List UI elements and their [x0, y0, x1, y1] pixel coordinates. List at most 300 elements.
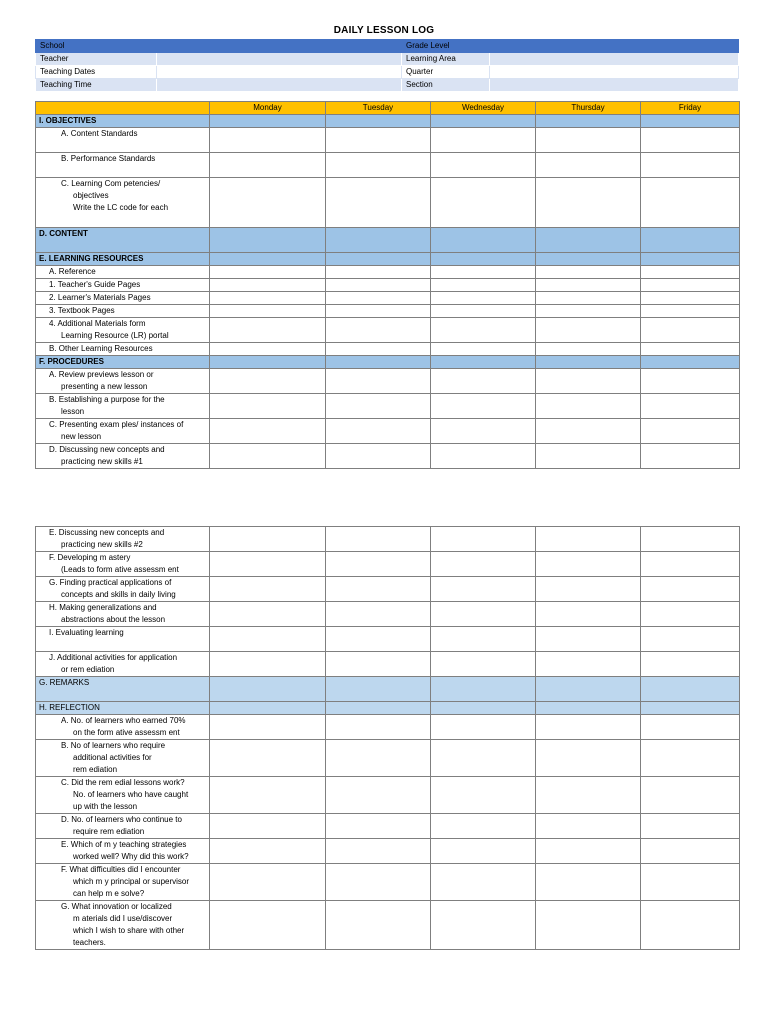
info-value-field[interactable] [157, 79, 402, 92]
log-row [36, 369, 740, 394]
entry-cell-friday[interactable] [641, 279, 740, 292]
row-label-line: F. What difficulties did I encounter [61, 865, 181, 874]
entry-cell-wednesday[interactable] [431, 115, 536, 128]
entry-cell-tuesday[interactable] [326, 652, 431, 677]
day-header-monday: Monday [210, 102, 326, 115]
entry-cell-thursday[interactable] [536, 153, 641, 178]
entry-cell-monday[interactable] [210, 343, 326, 356]
entry-cell-monday[interactable] [210, 715, 326, 740]
row-label-line: E. Discussing new concepts and [49, 528, 165, 537]
entry-cell-wednesday[interactable] [431, 279, 536, 292]
entry-cell-tuesday[interactable] [326, 814, 431, 839]
entry-cell-thursday[interactable] [536, 627, 641, 652]
row-label [36, 394, 210, 419]
log-row [36, 115, 740, 128]
entry-cell-friday[interactable] [641, 253, 740, 266]
entry-cell-friday[interactable] [641, 677, 740, 702]
school-info-table [35, 39, 739, 92]
entry-cell-wednesday[interactable] [431, 652, 536, 677]
row-label-line: presenting a new lesson [61, 382, 148, 391]
log-row [36, 740, 740, 777]
log-row [36, 715, 740, 740]
log-row [36, 444, 740, 469]
day-header-thursday: Thursday [536, 102, 641, 115]
entry-cell-wednesday[interactable] [431, 305, 536, 318]
entry-cell-thursday[interactable] [536, 527, 641, 552]
row-label-line: F. Developing m astery [49, 553, 131, 562]
info-label-left: School [36, 40, 157, 53]
entry-cell-friday[interactable] [641, 318, 740, 343]
row-label-line: No. of learners who have caught [73, 790, 189, 799]
entry-cell-monday[interactable] [210, 602, 326, 627]
info-label-right: Quarter [402, 66, 490, 79]
log-row [36, 552, 740, 577]
entry-cell-wednesday[interactable] [431, 901, 536, 950]
row-label-line: B. No of learners who require [61, 741, 166, 750]
row-label [36, 318, 210, 343]
row-label-line: m aterials did I use/discover [73, 914, 173, 923]
row-label-line: G. REMARKS [39, 678, 90, 687]
row-label-line: D. CONTENT [39, 229, 88, 238]
entry-cell-thursday[interactable] [536, 178, 641, 228]
entry-cell-friday[interactable] [641, 602, 740, 627]
log-row [36, 864, 740, 901]
entry-cell-monday[interactable] [210, 864, 326, 901]
entry-cell-thursday[interactable] [536, 677, 641, 702]
entry-cell-friday[interactable] [641, 292, 740, 305]
info-label-left: Teaching Time [36, 79, 157, 92]
log-row [36, 128, 740, 153]
entry-cell-friday[interactable] [641, 444, 740, 469]
entry-cell-thursday[interactable] [536, 577, 641, 602]
row-label [36, 814, 210, 839]
entry-cell-wednesday[interactable] [431, 702, 536, 715]
row-label [36, 715, 210, 740]
entry-cell-monday[interactable] [210, 128, 326, 153]
row-label [36, 153, 210, 178]
entry-cell-wednesday[interactable] [431, 266, 536, 279]
log-row [36, 305, 740, 318]
info-row [36, 40, 739, 53]
entry-cell-tuesday[interactable] [326, 527, 431, 552]
entry-cell-wednesday[interactable] [431, 740, 536, 777]
entry-cell-tuesday[interactable] [326, 552, 431, 577]
row-label-line: A. Review previews lesson or [49, 370, 154, 379]
log-row [36, 356, 740, 369]
row-label-line: which I wish to share with other [73, 926, 185, 935]
entry-cell-friday[interactable] [641, 777, 740, 814]
entry-cell-thursday[interactable] [536, 266, 641, 279]
info-value-field[interactable] [490, 53, 739, 66]
entry-cell-monday[interactable] [210, 652, 326, 677]
entry-cell-monday[interactable] [210, 228, 326, 253]
row-label-line: 1. Teacher's Guide Pages [49, 280, 141, 289]
row-label-line: I. Evaluating learning [49, 628, 124, 637]
info-label-right: Section [402, 79, 490, 92]
entry-cell-friday[interactable] [641, 901, 740, 950]
row-label-line: G. Finding practical applications of [49, 578, 172, 587]
entry-cell-wednesday[interactable] [431, 369, 536, 394]
row-label-line: practicing new skills #1 [61, 457, 143, 466]
entry-cell-wednesday[interactable] [431, 814, 536, 839]
row-label-line: A. Reference [49, 267, 96, 276]
day-header-friday: Friday [641, 102, 740, 115]
entry-cell-wednesday[interactable] [431, 577, 536, 602]
entry-cell-wednesday[interactable] [431, 715, 536, 740]
entry-cell-tuesday[interactable] [326, 305, 431, 318]
entry-cell-tuesday[interactable] [326, 318, 431, 343]
entry-cell-wednesday[interactable] [431, 343, 536, 356]
row-label-line: on the form ative assessm ent [73, 728, 180, 737]
log-row [36, 266, 740, 279]
entry-cell-friday[interactable] [641, 864, 740, 901]
entry-cell-monday[interactable] [210, 627, 326, 652]
entry-cell-monday[interactable] [210, 394, 326, 419]
entry-cell-thursday[interactable] [536, 552, 641, 577]
row-label [36, 702, 210, 715]
row-label-line: worked well? Why did this work? [73, 852, 189, 861]
entry-cell-wednesday[interactable] [431, 864, 536, 901]
entry-cell-wednesday[interactable] [431, 602, 536, 627]
row-label [36, 178, 210, 228]
entry-cell-friday[interactable] [641, 740, 740, 777]
entry-cell-monday[interactable] [210, 839, 326, 864]
entry-cell-monday[interactable] [210, 577, 326, 602]
entry-cell-tuesday[interactable] [326, 602, 431, 627]
entry-cell-monday[interactable] [210, 901, 326, 950]
entry-cell-friday[interactable] [641, 839, 740, 864]
entry-cell-friday[interactable] [641, 128, 740, 153]
entry-cell-wednesday[interactable] [431, 318, 536, 343]
row-label [36, 305, 210, 318]
entry-cell-tuesday[interactable] [326, 677, 431, 702]
log-row [36, 602, 740, 627]
entry-cell-monday[interactable] [210, 444, 326, 469]
row-label [36, 577, 210, 602]
row-label [36, 128, 210, 153]
row-label-line: E. LEARNING RESOURCES [39, 254, 144, 263]
entry-cell-wednesday[interactable] [431, 839, 536, 864]
entry-cell-thursday[interactable] [536, 305, 641, 318]
entry-cell-wednesday[interactable] [431, 527, 536, 552]
row-label-line: A. No. of learners who earned 70% [61, 716, 186, 725]
entry-cell-friday[interactable] [641, 343, 740, 356]
entry-cell-friday[interactable] [641, 814, 740, 839]
row-label-line: B. Other Learning Resources [49, 344, 153, 353]
entry-cell-thursday[interactable] [536, 652, 641, 677]
entry-cell-tuesday[interactable] [326, 356, 431, 369]
header-blank-cell [36, 102, 210, 115]
log-row [36, 394, 740, 419]
entry-cell-thursday[interactable] [536, 128, 641, 153]
row-label [36, 552, 210, 577]
entry-cell-tuesday[interactable] [326, 292, 431, 305]
entry-cell-tuesday[interactable] [326, 627, 431, 652]
entry-cell-monday[interactable] [210, 253, 326, 266]
lesson-log-table-part1 [35, 101, 740, 469]
entry-cell-tuesday[interactable] [326, 279, 431, 292]
day-header-tuesday: Tuesday [326, 102, 431, 115]
log-row [36, 292, 740, 305]
row-label-line: which m y principal or supervisor [73, 877, 190, 886]
entry-cell-friday[interactable] [641, 527, 740, 552]
row-label [36, 740, 210, 777]
row-label-line: 4. Additional Materials form [49, 319, 146, 328]
row-label-line: or rem ediation [61, 665, 115, 674]
row-label-line: B. Establishing a purpose for the [49, 395, 165, 404]
log-row [36, 577, 740, 602]
entry-cell-monday[interactable] [210, 777, 326, 814]
entry-cell-friday[interactable] [641, 228, 740, 253]
info-value-field[interactable] [157, 40, 402, 53]
log-row [36, 253, 740, 266]
entry-cell-monday[interactable] [210, 527, 326, 552]
entry-cell-monday[interactable] [210, 702, 326, 715]
row-label-line: additional activities for [73, 753, 152, 762]
entry-cell-tuesday[interactable] [326, 839, 431, 864]
entry-cell-tuesday[interactable] [326, 394, 431, 419]
info-row [36, 53, 739, 66]
row-label [36, 266, 210, 279]
entry-cell-thursday[interactable] [536, 702, 641, 715]
entry-cell-friday[interactable] [641, 369, 740, 394]
entry-cell-tuesday[interactable] [326, 266, 431, 279]
row-label [36, 602, 210, 627]
entry-cell-thursday[interactable] [536, 356, 641, 369]
info-row [36, 79, 739, 92]
entry-cell-friday[interactable] [641, 356, 740, 369]
row-label-line: H. REFLECTION [39, 703, 100, 712]
row-label-line: C. Did the rem edial lessons work? [61, 778, 185, 787]
entry-cell-friday[interactable] [641, 627, 740, 652]
row-label-line: A. Content Standards [61, 129, 138, 138]
row-label-line: up with the lesson [73, 802, 138, 811]
entry-cell-wednesday[interactable] [431, 228, 536, 253]
entry-cell-friday[interactable] [641, 305, 740, 318]
entry-cell-thursday[interactable] [536, 602, 641, 627]
entry-cell-friday[interactable] [641, 715, 740, 740]
info-value-field[interactable] [157, 66, 402, 79]
entry-cell-tuesday[interactable] [326, 777, 431, 814]
entry-cell-friday[interactable] [641, 115, 740, 128]
entry-cell-thursday[interactable] [536, 740, 641, 777]
row-label-line: H. Making generalizations and [49, 603, 157, 612]
row-label-line: Learning Resource (LR) portal [61, 331, 169, 340]
log-row [36, 839, 740, 864]
log-row [36, 419, 740, 444]
entry-cell-tuesday[interactable] [326, 343, 431, 356]
entry-cell-tuesday[interactable] [326, 577, 431, 602]
entry-cell-tuesday[interactable] [326, 864, 431, 901]
log-row [36, 178, 740, 228]
entry-cell-tuesday[interactable] [326, 178, 431, 228]
entry-cell-thursday[interactable] [536, 419, 641, 444]
entry-cell-monday[interactable] [210, 419, 326, 444]
row-label-line: practicing new skills #2 [61, 540, 143, 549]
entry-cell-friday[interactable] [641, 266, 740, 279]
entry-cell-thursday[interactable] [536, 715, 641, 740]
entry-cell-monday[interactable] [210, 677, 326, 702]
entry-cell-monday[interactable] [210, 279, 326, 292]
row-label-line: F. PROCEDURES [39, 357, 104, 366]
entry-cell-thursday[interactable] [536, 318, 641, 343]
entry-cell-wednesday[interactable] [431, 627, 536, 652]
entry-cell-tuesday[interactable] [326, 253, 431, 266]
entry-cell-wednesday[interactable] [431, 128, 536, 153]
entry-cell-monday[interactable] [210, 115, 326, 128]
entry-cell-tuesday[interactable] [326, 740, 431, 777]
row-label-line: Write the LC code for each [73, 203, 169, 212]
entry-cell-thursday[interactable] [536, 369, 641, 394]
entry-cell-thursday[interactable] [536, 228, 641, 253]
log-row [36, 702, 740, 715]
entry-cell-wednesday[interactable] [431, 292, 536, 305]
entry-cell-monday[interactable] [210, 266, 326, 279]
row-label [36, 677, 210, 702]
row-label [36, 652, 210, 677]
row-label-line: rem ediation [73, 765, 118, 774]
entry-cell-tuesday[interactable] [326, 419, 431, 444]
entry-cell-tuesday[interactable] [326, 115, 431, 128]
log-row [36, 153, 740, 178]
entry-cell-monday[interactable] [210, 369, 326, 394]
row-label [36, 901, 210, 950]
row-label-line: objectives [73, 191, 109, 200]
row-label [36, 228, 210, 253]
row-label [36, 839, 210, 864]
entry-cell-thursday[interactable] [536, 115, 641, 128]
entry-cell-thursday[interactable] [536, 444, 641, 469]
row-label-line: 3. Textbook Pages [49, 306, 115, 315]
entry-cell-friday[interactable] [641, 394, 740, 419]
entry-cell-wednesday[interactable] [431, 394, 536, 419]
log-row [36, 901, 740, 950]
entry-cell-wednesday[interactable] [431, 178, 536, 228]
row-label-line: D. Discussing new concepts and [49, 445, 165, 454]
row-label-line: 2. Learner's Materials Pages [49, 293, 151, 302]
row-label [36, 253, 210, 266]
entry-cell-thursday[interactable] [536, 394, 641, 419]
row-label-line: E. Which of m y teaching strategies [61, 840, 187, 849]
row-label-line: lesson [61, 407, 85, 416]
entry-cell-thursday[interactable] [536, 253, 641, 266]
info-value-field[interactable] [157, 53, 402, 66]
entry-cell-wednesday[interactable] [431, 253, 536, 266]
log-row [36, 814, 740, 839]
row-label-line: concepts and skills in daily living [61, 590, 176, 599]
entry-cell-monday[interactable] [210, 153, 326, 178]
info-label-left: Teaching Dates [36, 66, 157, 79]
entry-cell-monday[interactable] [210, 318, 326, 343]
entry-cell-thursday[interactable] [536, 864, 641, 901]
row-label [36, 419, 210, 444]
entry-cell-tuesday[interactable] [326, 901, 431, 950]
info-value-field[interactable] [490, 79, 739, 92]
row-label-line: C. Learning Com petencies/ [61, 179, 161, 188]
row-label [36, 777, 210, 814]
row-label [36, 527, 210, 552]
row-label [36, 356, 210, 369]
log-row [36, 652, 740, 677]
row-label-line: abstractions about the lesson [61, 615, 166, 624]
entry-cell-thursday[interactable] [536, 777, 641, 814]
entry-cell-friday[interactable] [641, 702, 740, 715]
entry-cell-thursday[interactable] [536, 343, 641, 356]
entry-cell-wednesday[interactable] [431, 552, 536, 577]
entry-cell-tuesday[interactable] [326, 444, 431, 469]
entry-cell-friday[interactable] [641, 552, 740, 577]
entry-cell-tuesday[interactable] [326, 228, 431, 253]
entry-cell-thursday[interactable] [536, 839, 641, 864]
entry-cell-thursday[interactable] [536, 814, 641, 839]
entry-cell-wednesday[interactable] [431, 153, 536, 178]
entry-cell-thursday[interactable] [536, 279, 641, 292]
entry-cell-monday[interactable] [210, 178, 326, 228]
entry-cell-tuesday[interactable] [326, 128, 431, 153]
entry-cell-wednesday[interactable] [431, 777, 536, 814]
row-label-line: C. Presenting exam ples/ instances of [49, 420, 184, 429]
entry-cell-friday[interactable] [641, 577, 740, 602]
entry-cell-wednesday[interactable] [431, 444, 536, 469]
row-label-line: D. No. of learners who continue to [61, 815, 182, 824]
row-label [36, 292, 210, 305]
row-label [36, 279, 210, 292]
entry-cell-monday[interactable] [210, 740, 326, 777]
entry-cell-tuesday[interactable] [326, 153, 431, 178]
entry-cell-wednesday[interactable] [431, 419, 536, 444]
day-header-wednesday: Wednesday [431, 102, 536, 115]
row-label-line: B. Performance Standards [61, 154, 156, 163]
log-row [36, 228, 740, 253]
log-row [36, 777, 740, 814]
info-label-right: Learning Area [402, 53, 490, 66]
entry-cell-tuesday[interactable] [326, 369, 431, 394]
entry-cell-wednesday[interactable] [431, 356, 536, 369]
info-value-field[interactable] [490, 40, 739, 53]
lesson-log-table-part2 [35, 526, 740, 950]
entry-cell-monday[interactable] [210, 305, 326, 318]
page-title: DAILY LESSON LOG [333, 25, 435, 36]
entry-cell-friday[interactable] [641, 178, 740, 228]
entry-cell-thursday[interactable] [536, 292, 641, 305]
log-row [36, 343, 740, 356]
entry-cell-thursday[interactable] [536, 901, 641, 950]
log-row [36, 527, 740, 552]
row-label [36, 343, 210, 356]
row-label-line: teachers. [73, 938, 106, 947]
entry-cell-monday[interactable] [210, 292, 326, 305]
row-label-line: (Leads to form ative assessm ent [61, 565, 179, 574]
log-row [36, 279, 740, 292]
info-label-left: Teacher [36, 53, 157, 66]
row-label-line: new lesson [61, 432, 102, 441]
info-value-field[interactable] [490, 66, 739, 79]
entry-cell-tuesday[interactable] [326, 715, 431, 740]
entry-cell-friday[interactable] [641, 652, 740, 677]
row-label-line: I. OBJECTIVES [39, 116, 97, 125]
row-label [36, 864, 210, 901]
entry-cell-monday[interactable] [210, 356, 326, 369]
entry-cell-friday[interactable] [641, 153, 740, 178]
entry-cell-friday[interactable] [641, 419, 740, 444]
entry-cell-wednesday[interactable] [431, 677, 536, 702]
info-label-right: Grade Level [402, 40, 490, 53]
row-label-line: require rem ediation [73, 827, 145, 836]
entry-cell-monday[interactable] [210, 814, 326, 839]
entry-cell-monday[interactable] [210, 552, 326, 577]
log-row [36, 677, 740, 702]
entry-cell-tuesday[interactable] [326, 702, 431, 715]
